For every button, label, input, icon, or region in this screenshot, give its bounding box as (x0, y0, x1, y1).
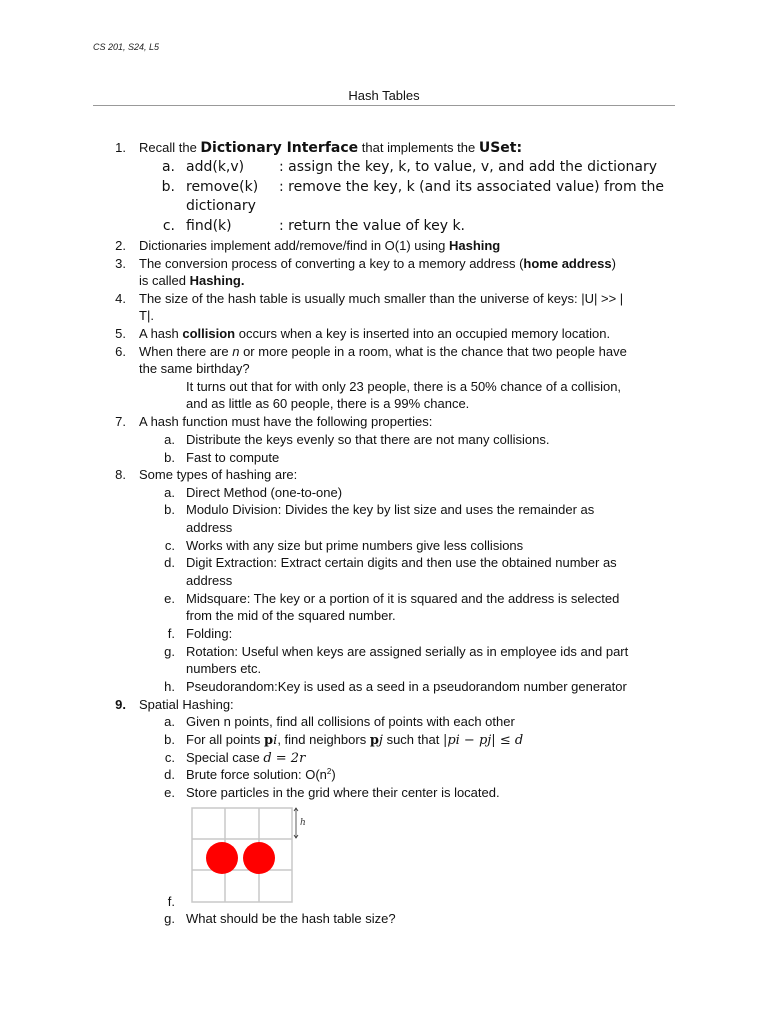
item-term: add(k,v) (186, 159, 245, 175)
item-number: c. (162, 218, 175, 234)
h-label: h (300, 818, 306, 828)
item-number: b. (161, 179, 175, 195)
document-title: Hash Tables (348, 88, 420, 103)
item-number: 1. (115, 140, 126, 155)
item-desc: : assign the key, k, to value, v, and add the dictionary (279, 159, 658, 175)
course-label: CS 201, S24, L5 (93, 42, 160, 52)
cell-size-arrow (294, 808, 298, 838)
item-term: remove(k) (186, 179, 259, 195)
item-desc: : return the value of key k. (279, 218, 465, 234)
item-number: a. (161, 159, 175, 175)
particle-right (243, 842, 275, 874)
item-text: Recall the Dictionary Interface that implements the USet: (139, 140, 523, 156)
item-term: find(k) (186, 218, 232, 234)
particle-left (206, 842, 238, 874)
item-desc: : remove the key, k (and its associated value) from the (279, 179, 665, 195)
title-rule (93, 105, 675, 106)
spatial-hash-grid-figure (190, 806, 310, 906)
